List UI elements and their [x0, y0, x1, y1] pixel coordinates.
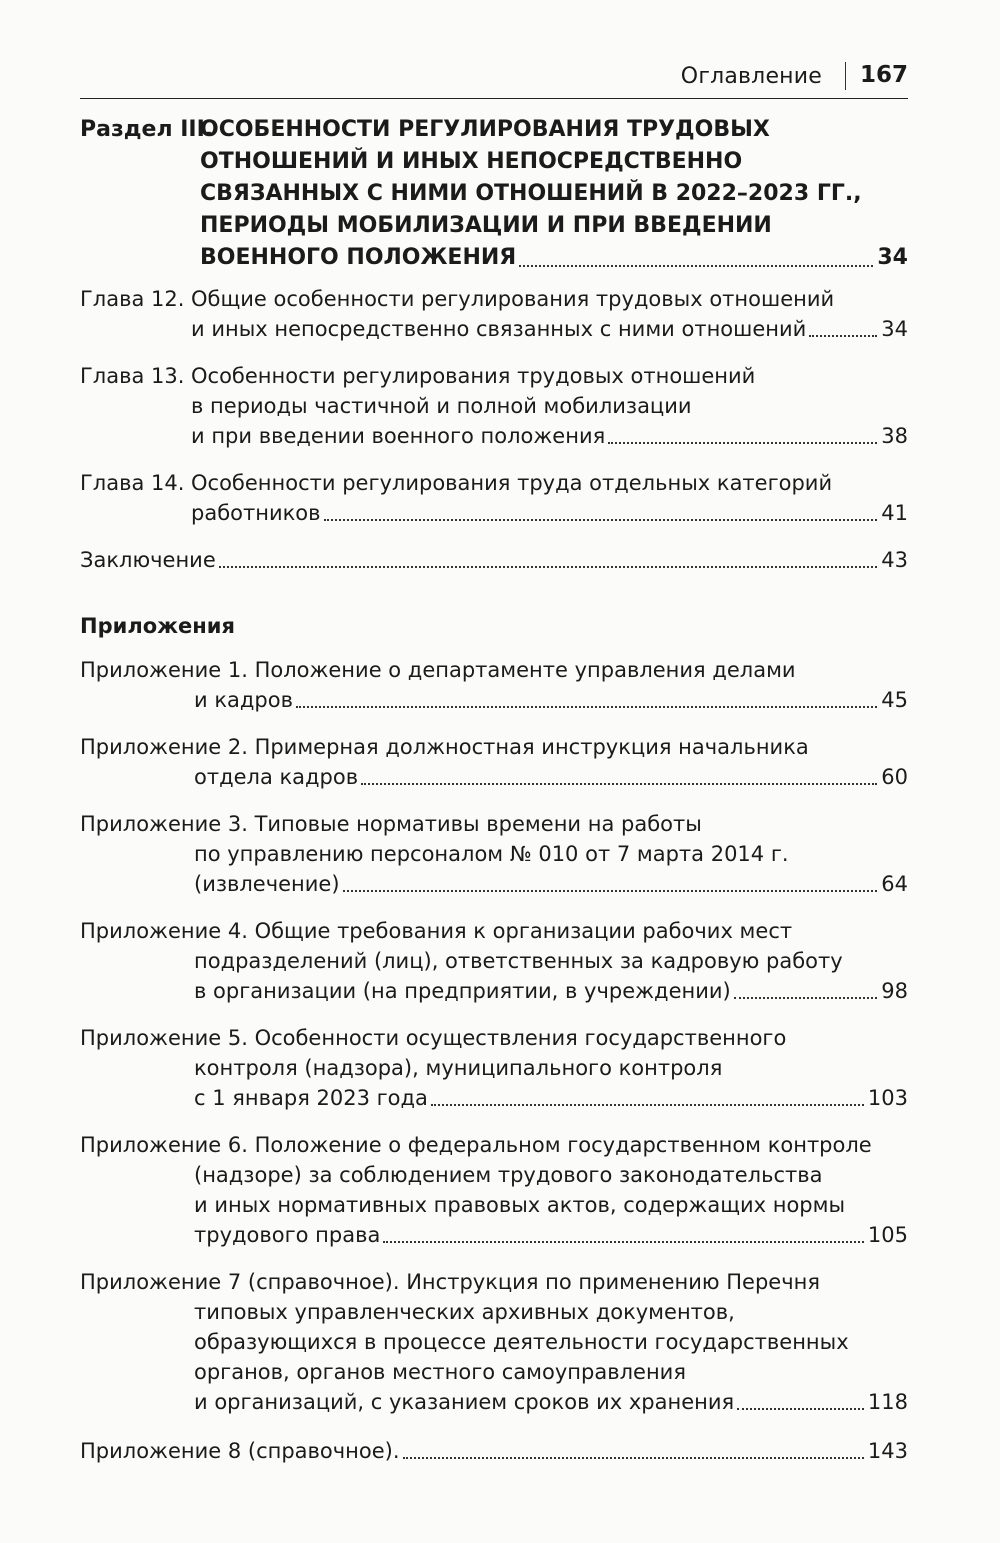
dot-leader	[734, 997, 878, 999]
appendix-title-line: (надзоре) за соблюдением трудового законодательства	[194, 1163, 823, 1187]
dot-leader	[296, 706, 877, 708]
appendix-title-line: по управлению персоналом № 010 от 7 марта 2014 г.	[194, 842, 789, 866]
toc-appendix-8	[80, 1436, 908, 1466]
appendix-title-line: (извлечение)	[194, 872, 340, 896]
appendix-title-line: органов, органов местного самоуправления	[194, 1360, 686, 1384]
appendix-page: 45	[881, 688, 908, 712]
appendix-title-line: отдела кадров	[194, 765, 359, 789]
chapter-page: 41	[881, 501, 908, 525]
dot-leader	[608, 442, 877, 444]
toc-section-3	[80, 114, 908, 274]
appendix-page: 60	[881, 765, 908, 789]
appendix-title-line: в организации (на предприятии, в учреждении)	[194, 979, 731, 1003]
section-title-line: ВОЕННОГО ПОЛОЖЕНИЯ	[200, 245, 517, 270]
appendices-heading: Приложения	[80, 614, 235, 638]
dot-leader	[809, 335, 877, 337]
appendix-page: 143	[867, 1439, 908, 1463]
appendix-page: 105	[867, 1223, 908, 1247]
appendix-title-line: Приложение 8 (справочное).	[80, 1439, 400, 1463]
appendix-title-line: Приложение 6. Положение о федеральном государственном контроле	[80, 1133, 872, 1157]
running-head-title: Оглавление	[680, 64, 822, 89]
appendix-title-line: Приложение 2. Примерная должностная инструкция начальника	[80, 735, 809, 759]
chapter-title-line: Особенности регулирования труда отдельных категорий	[191, 471, 833, 495]
appendix-title-line: с 1 января 2023 года	[194, 1086, 428, 1110]
appendix-page: 118	[867, 1390, 908, 1414]
chapter-title-line: и иных непосредственно связанных с ними отношений	[191, 317, 807, 341]
appendix-page: 103	[867, 1086, 908, 1110]
chapter-title-line: Общие особенности регулирования трудовых отношений	[191, 287, 835, 311]
toc-appendix-6	[80, 1130, 908, 1250]
appendix-page: 64	[881, 872, 908, 896]
chapter-title-line: работников	[191, 501, 321, 525]
chapter-prefix: Глава 12.	[80, 287, 185, 311]
section-title-line: ОСОБЕННОСТИ РЕГУЛИРОВАНИЯ ТРУДОВЫХ	[200, 117, 770, 142]
running-head-separator	[845, 62, 847, 90]
dot-leader	[737, 1408, 864, 1410]
toc-appendix-7	[80, 1267, 908, 1417]
toc-appendix-1	[80, 655, 908, 715]
chapter-prefix: Глава 13.	[80, 364, 185, 388]
dot-leader	[431, 1104, 864, 1106]
appendix-title-line: контроля (надзора), муниципального контроля	[194, 1056, 723, 1080]
toc-conclusion	[80, 545, 908, 575]
section-page: 34	[877, 245, 908, 270]
toc-chapter-12	[80, 284, 908, 344]
chapter-title-line: и при введении военного положения	[191, 424, 606, 448]
section-title-line: ПЕРИОДЫ МОБИЛИЗАЦИИ И ПРИ ВВЕДЕНИИ	[200, 213, 772, 238]
toc-chapter-13	[80, 361, 908, 451]
section-title-line: СВЯЗАННЫХ С НИМИ ОТНОШЕНИЙ В 2022–2023 ГГ.,	[200, 181, 862, 206]
dot-leader	[219, 566, 878, 568]
appendix-page: 98	[881, 979, 908, 1003]
running-head	[80, 58, 908, 99]
appendix-title-line: подразделений (лиц), ответственных за кадровую работу	[194, 949, 843, 973]
appendix-title-line: трудового права	[194, 1223, 381, 1247]
appendix-title-line: и кадров	[194, 688, 293, 712]
chapter-page: 34	[881, 317, 908, 341]
appendix-title-line: Приложение 5. Особенности осуществления государственного	[80, 1026, 787, 1050]
appendix-title-line: и иных нормативных правовых актов, содержащих нормы	[194, 1193, 846, 1217]
chapter-prefix: Глава 14.	[80, 471, 185, 495]
chapter-title-line: в периоды частичной и полной мобилизации	[191, 394, 692, 418]
toc-appendix-5	[80, 1023, 908, 1113]
dot-leader	[519, 265, 873, 267]
dot-leader	[324, 519, 878, 521]
appendix-title-line: образующихся в процессе деятельности государственных	[194, 1330, 849, 1354]
toc-appendix-4	[80, 916, 908, 1006]
dot-leader	[343, 890, 878, 892]
toc-appendix-3	[80, 809, 908, 899]
chapter-title-line: Особенности регулирования трудовых отношений	[191, 364, 756, 388]
conclusion-label: Заключение	[80, 548, 216, 572]
appendix-title-line: Приложение 1. Положение о департаменте управления делами	[80, 658, 796, 682]
toc-chapter-14	[80, 468, 908, 528]
appendix-title-line: Приложение 3. Типовые нормативы времени на работы	[80, 812, 702, 836]
section-title-line: ОТНОШЕНИЙ И ИНЫХ НЕПОСРЕДСТВЕННО	[200, 149, 743, 174]
page-number: 167	[859, 62, 908, 88]
appendix-title-line: и организаций, с указанием сроков их хранения	[194, 1390, 735, 1414]
toc-appendix-2	[80, 732, 908, 792]
dot-leader	[383, 1241, 864, 1243]
table-of-contents	[80, 114, 908, 1466]
appendix-title-line: Приложение 4. Общие требования к организации рабочих мест	[80, 919, 793, 943]
chapter-page: 38	[881, 424, 908, 448]
section-prefix: Раздел III.	[80, 117, 214, 142]
dot-leader	[403, 1457, 864, 1459]
dot-leader	[361, 783, 877, 785]
conclusion-page: 43	[881, 548, 908, 572]
appendix-title-line: Приложение 7 (справочное). Инструкция по применению Перечня	[80, 1270, 820, 1294]
appendix-title-line: типовых управленческих архивных документов,	[194, 1300, 735, 1324]
